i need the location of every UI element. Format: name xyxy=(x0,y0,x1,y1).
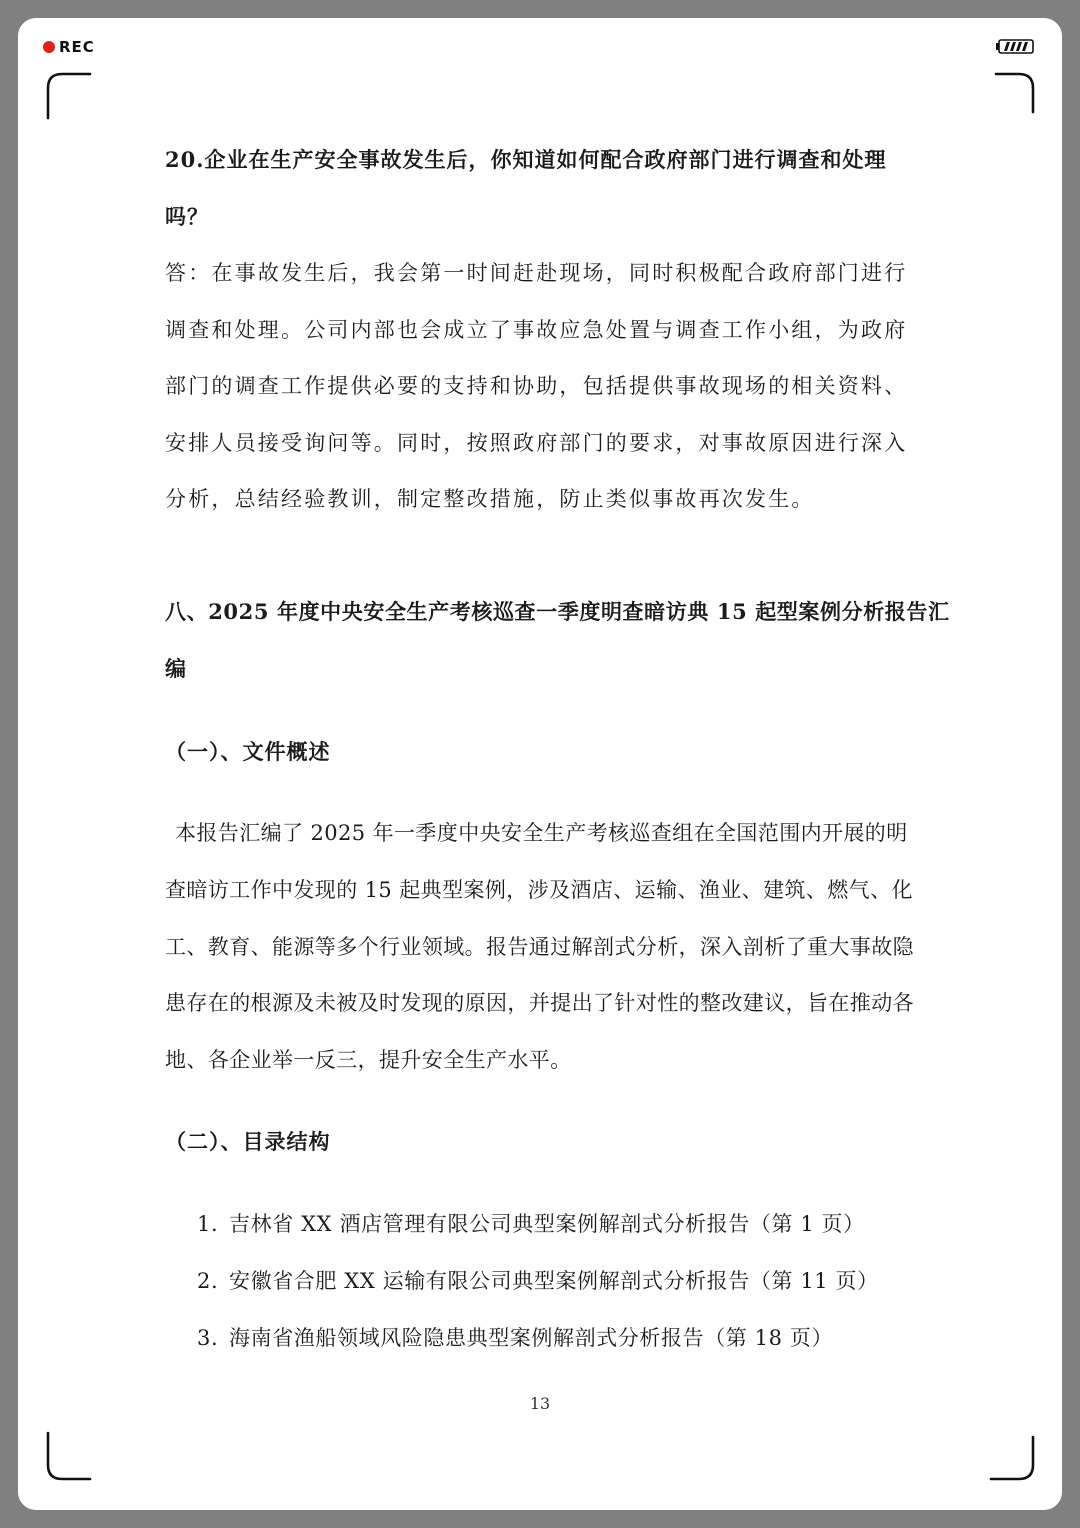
question-20 xyxy=(165,132,935,245)
section-title-line: 八、2025 年度中央安全生产考核巡查一季度明查暗访典 15 起型案例分析报告汇 xyxy=(165,599,950,624)
battery-icon xyxy=(995,38,1035,56)
record-dot-icon xyxy=(42,40,56,54)
subsection-heading: （二）、目录结构 xyxy=(165,1129,331,1154)
list-item xyxy=(165,1253,935,1310)
list-item-text: 海南省渔船领域风险隐患典型案例解剖式分析报告（第 18 页） xyxy=(229,1326,834,1350)
table-of-contents-list xyxy=(165,1196,935,1367)
overview-line: 查暗访工作中发现的 15 起典型案例，涉及酒店、运输、渔业、建筑、燃气、化 xyxy=(165,877,913,902)
list-item-number: 2. xyxy=(197,1269,219,1293)
subsection-2-heading xyxy=(165,1114,935,1170)
page-number: 13 xyxy=(529,1394,551,1413)
subsection-heading: （一）、文件概述 xyxy=(165,739,331,764)
answer-paragraph xyxy=(165,245,935,528)
answer-line: 调查和处理。公司内部也会成立了事故应急处置与调查工作小组，为政府 xyxy=(165,317,908,342)
question-line: 20.企业在生产安全事故发生后，你知道如何配合政府部门进行调查和处理 xyxy=(165,147,887,172)
overview-line: 地、各企业举一反三，提升安全生产水平。 xyxy=(165,1048,572,1072)
subsection-1-heading xyxy=(165,724,935,780)
answer-line: 安排人员接受询问等。同时，按照政府部门的要求，对事故原因进行深入 xyxy=(165,430,908,455)
answer-line: 答：在事故发生后，我会第一时间赶赴现场，同时积极配合政府部门进行 xyxy=(165,261,908,285)
question-line: 吗？ xyxy=(165,203,209,229)
answer-line: 分析，总结经验教训，制定整改措施，防止类似事故再次发生。 xyxy=(165,487,815,511)
answer-line: 部门的调查工作提供必要的支持和协助，包括提供事故现场的相关资料、 xyxy=(165,374,908,398)
list-item xyxy=(165,1196,935,1253)
section-8-title xyxy=(165,584,950,697)
section-title-line: 编 xyxy=(165,655,187,681)
overview-line: 本报告汇编了 2025 年一季度中央安全生产考核巡查组在全国范围内开展的明 xyxy=(175,821,908,845)
rec-indicator xyxy=(42,37,95,57)
overview-line: 患存在的根源及未被及时发现的原因，并提出了针对性的整改建议，旨在推动各 xyxy=(165,991,914,1016)
list-item-text: 吉林省 XX 酒店管理有限公司典型案例解剖式分析报告（第 1 页） xyxy=(229,1212,865,1236)
list-item xyxy=(165,1310,935,1367)
overview-paragraph xyxy=(165,805,935,1089)
overview-line: 工、教育、能源等多个行业领域。报告通过解剖式分析，深入剖析了重大事故隐 xyxy=(165,934,914,959)
list-item-number: 1. xyxy=(197,1212,219,1236)
list-item-text: 安徽省合肥 XX 运输有限公司典型案例解剖式分析报告（第 11 页） xyxy=(229,1269,879,1293)
list-item-number: 3. xyxy=(197,1326,219,1350)
rec-label: REC xyxy=(59,38,95,56)
